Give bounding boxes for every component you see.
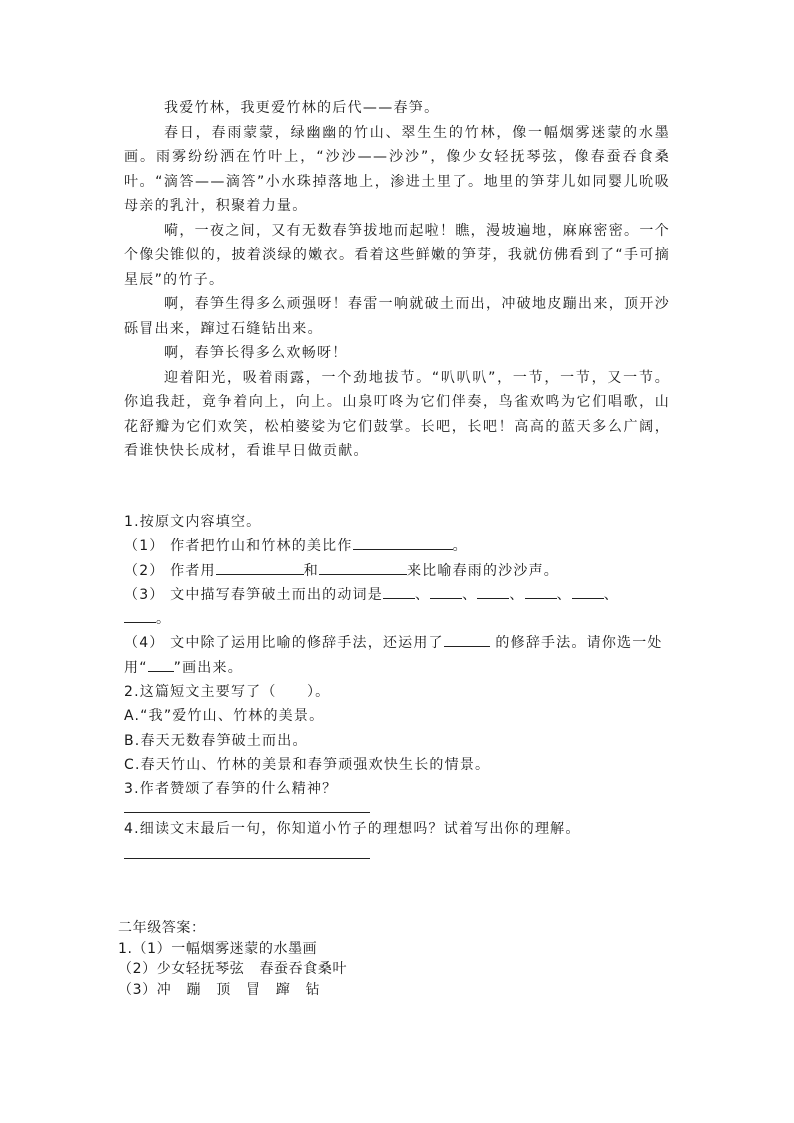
reading-passage: [124, 96, 670, 464]
answer-heading: 二年级答案：: [118, 920, 206, 936]
fill-blank[interactable]: [525, 584, 557, 599]
passage-paragraph-1: 我爱竹林，我更爱竹林的后代——春笋。: [164, 100, 440, 116]
question-4-title: 4.细读文末最后一句，你知道小竹子的理想吗？试着写出你的理解。: [124, 821, 581, 838]
answer-line[interactable]: [124, 812, 370, 813]
fill-blank[interactable]: [319, 560, 407, 575]
passage-paragraph-5: 啊，春笋长得多么欢畅呀！: [164, 345, 348, 361]
answer-1-part-2: （2）少女轻抚琴弦 春蚕吞食桑叶: [118, 961, 348, 977]
question-section: [124, 510, 670, 863]
question-1-part-2: （2） 作者用 和 来比喻春雨的沙沙声。: [124, 559, 670, 583]
question-2-option-a: A.“我”爱竹山、竹林的美景。: [124, 708, 325, 725]
question-2-title: 2.这篇短文主要写了（ ）。: [124, 684, 331, 701]
question-2-option-c: C.春天竹山、竹林的美景和春笋顽强欢快生长的情景。: [124, 756, 491, 773]
fill-blank[interactable]: [383, 584, 415, 599]
question-1-part-3: （3） 文中描写春笋破土而出的动词是 、 、 、 、 、: [124, 583, 670, 607]
fill-blank[interactable]: [148, 657, 174, 672]
question-1-part-1: （1） 作者把竹山和竹林的美比作 。: [124, 534, 670, 558]
fill-blank[interactable]: [444, 632, 490, 647]
answer-1-part-3: （3）冲 蹦 顶 冒 蹿 钻: [118, 981, 321, 998]
answer-key: [118, 918, 678, 1000]
passage-paragraph-3: 嗬，一夜之间，又有无数春笋拔地而起啦！瞧，漫坡遍地，麻麻密密。一个个像尖锥似的，披着淡绿的嫩衣。看着这些鲜嫩的笋芽，我就仿佛看到了“手可摘星辰”的竹子。: [124, 222, 670, 288]
fill-blank[interactable]: [430, 584, 462, 599]
question-3: [124, 777, 670, 817]
fill-blank[interactable]: [353, 535, 453, 550]
question-3-title: 3.作者赞颂了春笋的什么精神？: [124, 781, 338, 798]
fill-blank[interactable]: [572, 584, 604, 599]
question-4: [124, 817, 670, 863]
question-1-part-3-cont: 。: [124, 607, 670, 631]
fill-blank[interactable]: [477, 584, 509, 599]
question-1-part-4: （4） 文中除了运用比喻的修辞手法，还运用了 的修辞手法。请你选一处用“ ”画出来。: [124, 631, 670, 680]
fill-blank[interactable]: [216, 560, 304, 575]
answer-line[interactable]: [124, 858, 370, 859]
passage-paragraph-4: 啊，春笋生得多么顽强呀！春雷一响就破土而出，冲破地皮蹦出来，顶开沙砾冒出来，蹿过石缝钻出来。: [124, 296, 670, 337]
question-1-title: 1.按原文内容填空。: [124, 514, 262, 530]
question-2-option-b: B.春天无数春笋破土而出。: [124, 732, 308, 749]
answer-1-part-1: 1.（1）一幅烟雾迷蒙的水墨画: [118, 940, 318, 957]
passage-paragraph-6: 迎着阳光，吸着雨露，一个劲地拔节。“叭叭叭”，一节，一节，又一节。你追我赶，竟争着向上，向上。山泉叮咚为它们伴奏，鸟雀欢鸣为它们唱歌，山花舒瓣为它们欢笑，松柏婆娑为它们鼓掌。长吧，长吧！高高的蓝天多么广阔，看谁快快长成材，看谁早日做贡献。: [124, 369, 670, 459]
fill-blank[interactable]: [124, 608, 156, 623]
passage-paragraph-2: 春日，春雨蒙蒙，绿幽幽的竹山、翠生生的竹林，像一幅烟雾迷蒙的水墨画。雨雾纷纷洒在竹叶上，“沙沙——沙沙”，像少女轻抚琴弦，像春蚕吞食桑叶。“滴答——滴答”小水珠掉落地上，渗进土里了。地里的笋芽儿如同婴儿吮吸母亲的乳汁，积聚着力量。: [124, 124, 670, 214]
